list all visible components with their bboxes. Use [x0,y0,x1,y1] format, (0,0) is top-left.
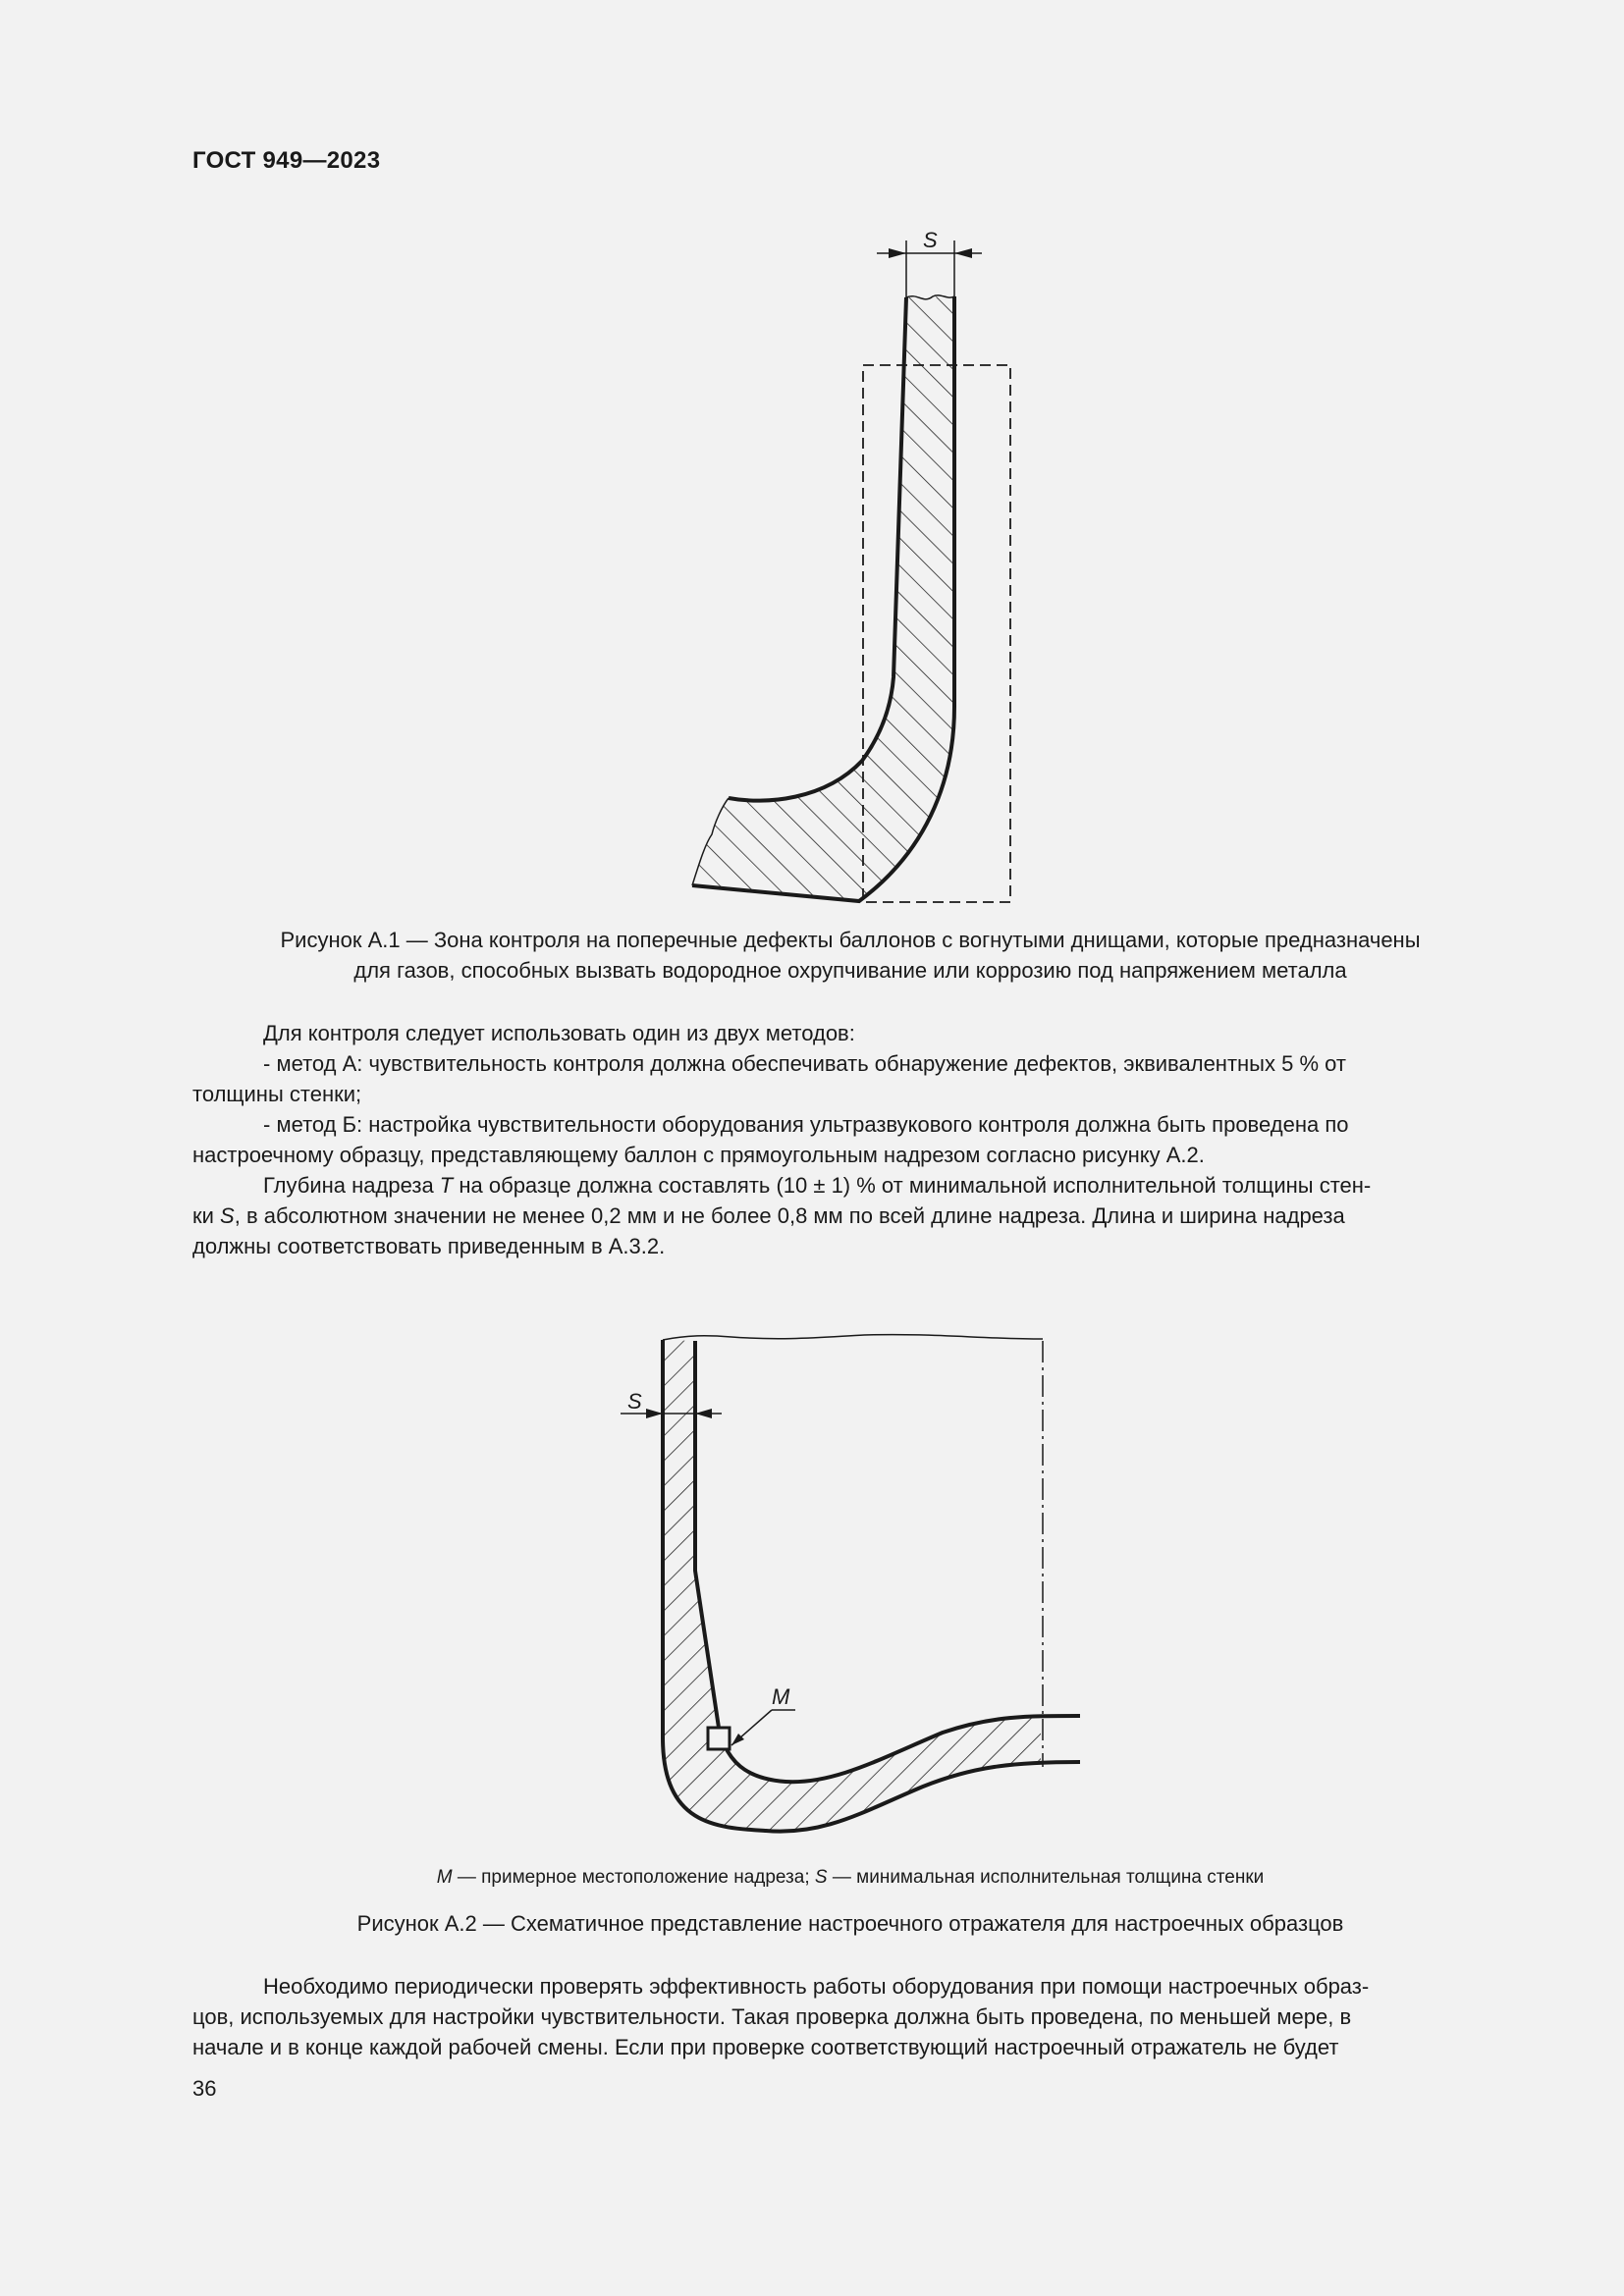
dimension-s-label: S [923,228,938,252]
notch-label: M [772,1684,790,1709]
page-number: 36 [192,2076,217,2101]
dimension-s-label-2: S [627,1389,642,1414]
notch-depth-paragraph: Глубина надреза T на образце должна составлять (10 ± 1) % от минимальной исполнительной толщины стен- [263,1173,1372,1198]
figure-a1-diagram [648,216,1041,923]
method-b-line: - метод Б: настройка чувствительности оборудования ультразвукового контроля должна быть проведена по [263,1112,1349,1137]
figure-a2-legend: M — примерное местоположение надреза; S — минимальная исполнительная толщина стенки [436,1867,1265,1888]
figure-a1-caption: Рисунок А.1 — Зона контроля на поперечные дефекты баллонов с вогнутыми днищами, которые предназначены для газов, способных вызвать водородное охрупчивание или коррозию под напряжением металла [280,928,1421,983]
wall-section [692,296,954,901]
figure-a2-diagram [609,1315,1100,1865]
document-header: ГОСТ 949—2023 [192,147,381,174]
figure-a2-caption: Рисунок А.2 — Схематичное представление настроечного отражателя для настроечных образцов [356,1911,1344,1936]
notch-marker [708,1728,730,1749]
method-a-line: - метод А: чувствительность контроля должна обеспечивать обнаружение дефектов, эквивалентных 5 % от [263,1051,1346,1076]
